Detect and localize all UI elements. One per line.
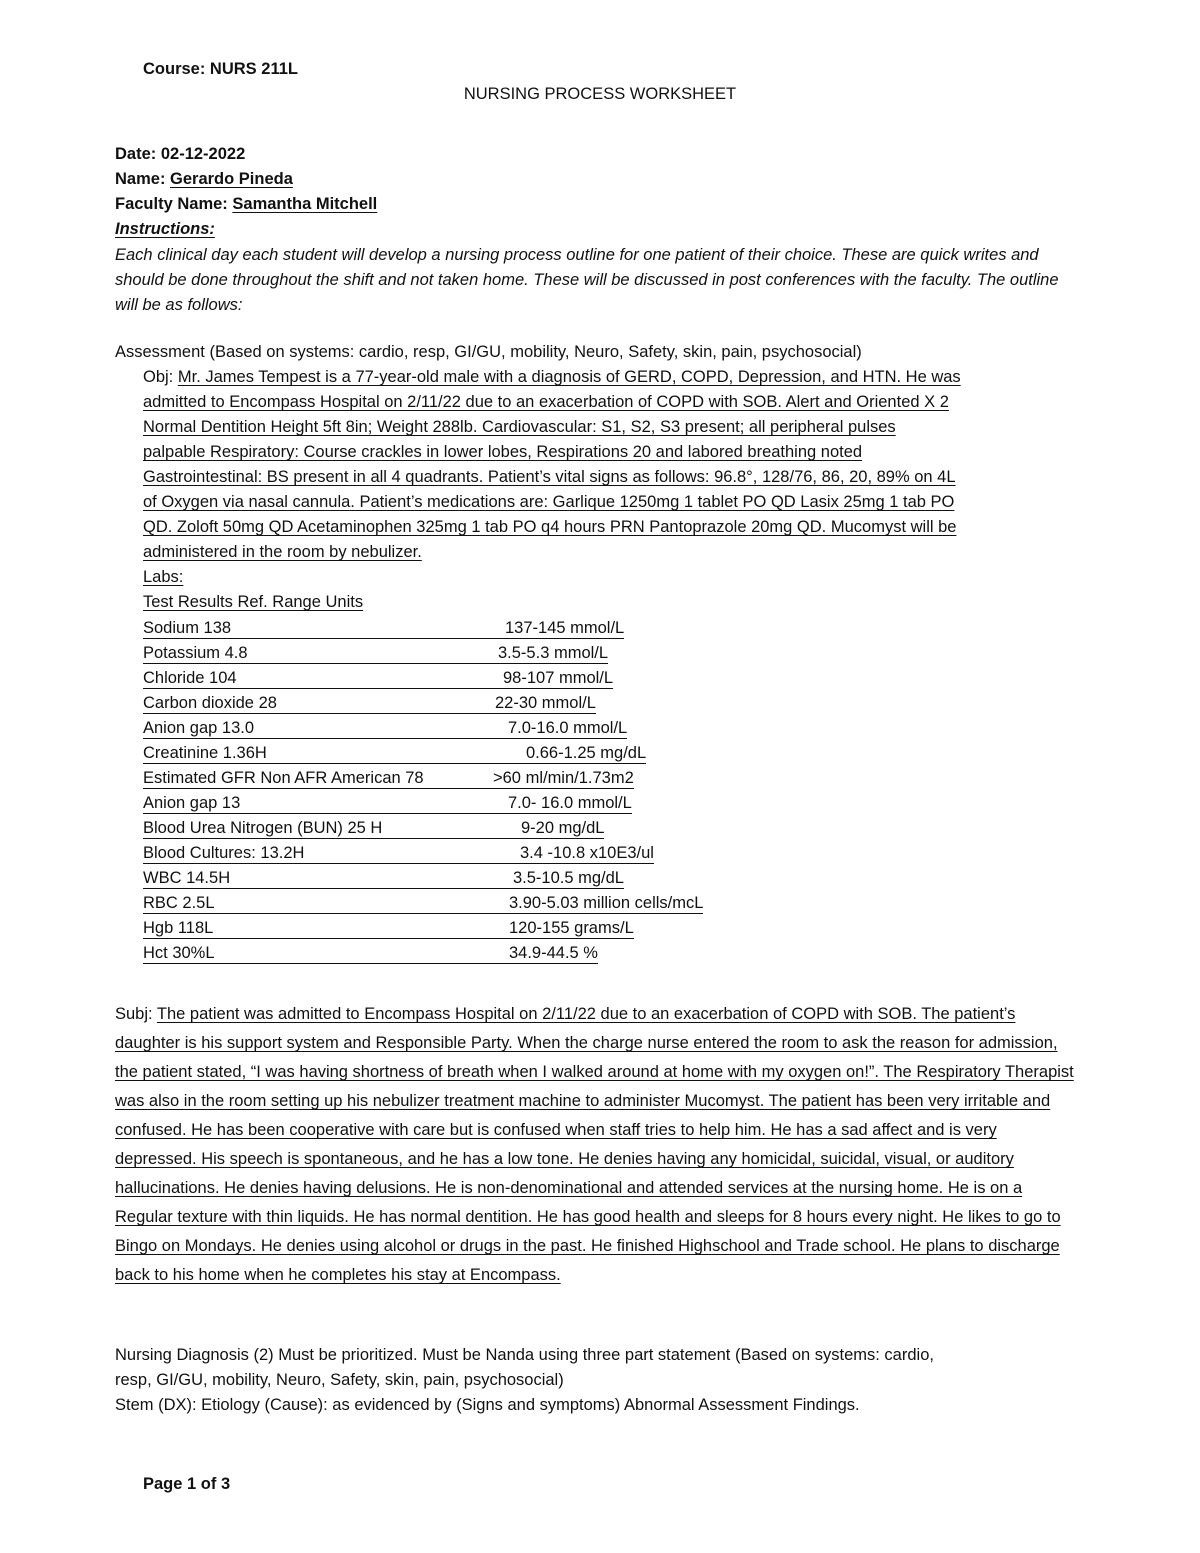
nd-line-1: Nursing Diagnosis (2) Must be prioritized. Must be Nanda using three part statement (Based on systems: cardio, — [115, 1346, 934, 1364]
lab-test: Hct 30%L — [143, 943, 493, 964]
lab-range: 7.0- 16.0 mmol/L — [493, 793, 632, 814]
labs-header: Test Results Ref. Range Units — [143, 593, 364, 611]
obj-label: Obj: — [143, 368, 174, 386]
lab-range: 137-145 mmol/L — [493, 618, 624, 639]
date-line — [115, 145, 245, 164]
lab-range: 3.5-5.3 mmol/L — [493, 643, 608, 664]
lab-range: 98-107 mmol/L — [493, 668, 613, 689]
lab-test: Potassium 4.8 — [143, 643, 493, 664]
obj-line-4: palpable Respiratory: Course crackles in lower lobes, Respirations 20 and labored breathing noted — [143, 443, 863, 461]
subj-label: Subj: — [115, 1005, 153, 1023]
lab-test: Blood Cultures: 13.2H — [143, 843, 493, 864]
lab-range: >60 ml/min/1.73m2 — [493, 769, 634, 787]
lab-range: 7.0-16.0 mmol/L — [493, 718, 627, 739]
lab-range: 3.5-10.5 mg/dL — [493, 868, 624, 889]
lab-test: RBC 2.5L — [143, 893, 493, 914]
date-value: 02-12-2022 — [160, 145, 246, 163]
lab-range: 3.4 -10.8 x10E3/ul — [493, 843, 654, 864]
lab-range: 9-20 mg/dL — [493, 818, 604, 839]
obj-line-7: QD. Zoloft 50mg QD Acetaminophen 325mg 1 tab PO q4 hours PRN Pantoprazole 20mg QD. Mucomyst will be — [143, 518, 957, 536]
obj-text: Mr. James Tempest is a 77-year-old male with a diagnosis of GERD, COPD, Depression, and HTN. He was — [177, 368, 961, 386]
lab-test: Anion gap 13 — [143, 793, 493, 814]
faculty-value: Samantha Mitchell — [232, 195, 378, 213]
faculty-line — [115, 195, 377, 214]
lab-range: 22-30 mmol/L — [495, 694, 596, 712]
obj-line-5: Gastrointestinal: BS present in all 4 quadrants. Patient’s vital signs as follows: 96.8°, 128/76, 86, 20, 89% on 4L — [143, 468, 956, 486]
obj-line-2: admitted to Encompass Hospital on 2/11/22 due to an exacerbation of COPD with SOB. Alert and Oriented X 2 — [143, 393, 949, 411]
lab-range: 34.9-44.5 % — [493, 943, 598, 964]
lab-test: Estimated GFR Non AFR American 78 — [143, 768, 493, 789]
lab-test: Blood Urea Nitrogen (BUN) 25 H — [143, 818, 493, 839]
obj-line-8: administered in the room by nebulizer. — [143, 543, 422, 561]
assessment-heading: Assessment (Based on systems: cardio, resp, GI/GU, mobility, Neuro, Safety, skin, pain, psychosocial) — [115, 343, 862, 361]
page-number: Page 1 of 3 — [143, 1475, 231, 1493]
lab-range: 3.90-5.03 million cells/mcL — [493, 893, 703, 914]
lab-test: Anion gap 13.0 — [143, 718, 493, 739]
instructions-label: Instructions: — [115, 220, 215, 238]
name-value: Gerardo Pineda — [170, 170, 293, 188]
lab-test: Creatinine 1.36H — [143, 743, 493, 764]
lab-test: Carbon dioxide 28 — [143, 693, 493, 714]
lab-test: WBC 14.5H — [143, 868, 493, 889]
date-label: Date: — [115, 145, 157, 163]
lab-test: Sodium 138 — [143, 618, 493, 639]
subjective-paragraph — [115, 1000, 1075, 1290]
lab-range: 0.66-1.25 mg/dL — [493, 743, 646, 764]
nd-line-3: Stem (DX): Etiology (Cause): as evidenced by (Signs and symptoms) Abnormal Assessment Findings. — [115, 1396, 860, 1414]
name-line — [115, 170, 293, 189]
subj-text: The patient was admitted to Encompass Hospital on 2/11/22 due to an exacerbation of COPD with SOB. The patient’s daughter is his support system and Responsible Party. When the charge nurse entered the room to ask the reason for admission, the patient stated, “I was having shortness of breath when I walked around at home with my oxygen on!”. The Respiratory Therapist was also in the room setting up his nebulizer treatment machine to administer Mucomyst. The patient has been very irritable and confused. He has been cooperative with care but is confused when staff tries to help him. He has a sad affect and is very depressed. His speech is spontaneous, and he has a low tone. He denies having any homicidal, suicidal, visual, or auditory hallucinations. He denies having delusions. He is non-denominational and attended services at the nursing home. He is on a Regular texture with thin liquids. He has normal dentition. He has good health and sleeps for 8 hours every night. He likes to go to Bingo on Mondays. He denies using alcohol or drugs in the past. He finished Highschool and Trade school. He plans to discharge back to his home when he completes his stay at Encompass. — [115, 1005, 1074, 1284]
document-title: NURSING PROCESS WORKSHEET — [463, 85, 737, 103]
nd-line-2: resp, GI/GU, mobility, Neuro, Safety, skin, pain, psychosocial) — [115, 1371, 564, 1389]
nursing-diagnosis-section — [115, 1343, 1075, 1418]
labs-label: Labs: — [143, 568, 184, 586]
obj-line-1 — [143, 368, 961, 387]
lab-test: Hgb 118L — [143, 918, 493, 939]
obj-line-3: Normal Dentition Height 5ft 8in; Weight 288lb. Cardiovascular: S1, S2, S3 present; all peripheral pulses — [143, 418, 896, 436]
lab-test: Chloride 104 — [143, 668, 493, 689]
name-label: Name: — [115, 170, 166, 188]
course-label: Course: NURS 211L — [143, 60, 298, 78]
instructions-text: Each clinical day each student will develop a nursing process outline for one patient of their choice. These are quick writes and should be done throughout the shift and not taken home. These will be discussed in post conferences with the faculty. The outline will be as follows: — [115, 246, 1059, 314]
faculty-label: Faculty Name: — [115, 195, 228, 213]
lab-range: 120-155 grams/L — [493, 918, 634, 939]
obj-line-6: of Oxygen via nasal cannula. Patient’s medications are: Garlique 1250mg 1 tablet PO QD Lasix 25mg 1 tab PO — [143, 493, 955, 511]
